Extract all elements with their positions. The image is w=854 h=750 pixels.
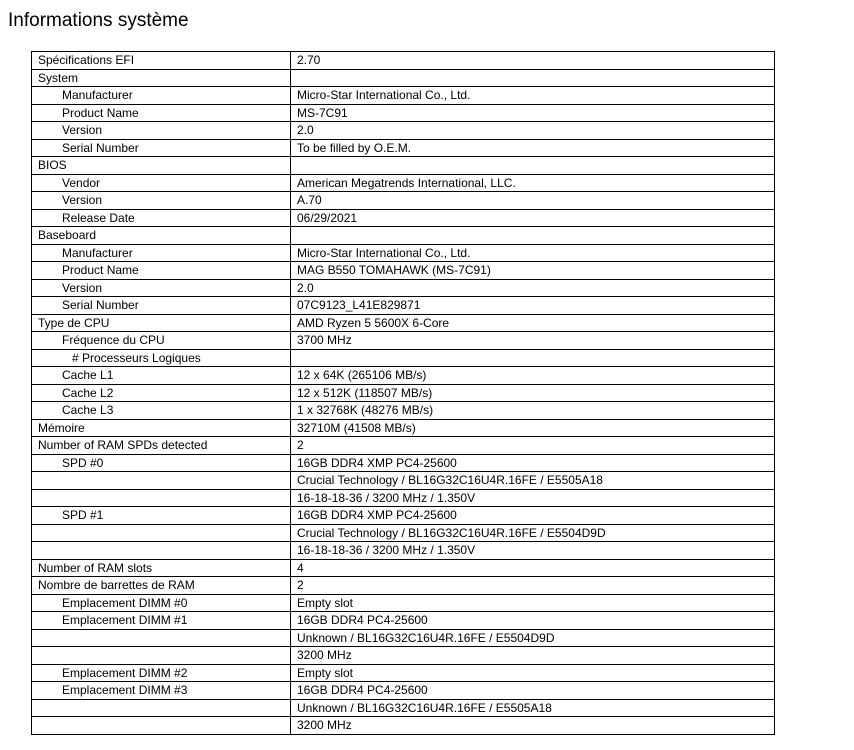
table-row <box>32 699 775 717</box>
table-row <box>32 227 775 245</box>
row-value: 16-18-18-36 / 3200 MHz / 1.350V <box>291 489 775 507</box>
row-value <box>291 157 775 175</box>
row-label: Manufacturer <box>32 244 291 262</box>
table-row <box>32 594 775 612</box>
row-value: 12 x 512K (118507 MB/s) <box>291 384 775 402</box>
system-info-table-body <box>32 52 775 735</box>
row-value: Micro-Star International Co., Ltd. <box>291 87 775 105</box>
row-value: 2.0 <box>291 122 775 140</box>
row-label: Manufacturer <box>32 87 291 105</box>
row-value: 4 <box>291 559 775 577</box>
row-value: Crucial Technology / BL16G32C16U4R.16FE / E5504D9D <box>291 524 775 542</box>
row-value: 3200 MHz <box>291 647 775 665</box>
row-label: Emplacement DIMM #3 <box>32 682 291 700</box>
row-label: Product Name <box>32 262 291 280</box>
table-row <box>32 472 775 490</box>
row-label: Mémoire <box>32 419 291 437</box>
table-row <box>32 559 775 577</box>
row-label: Fréquence du CPU <box>32 332 291 350</box>
row-value: 16GB DDR4 XMP PC4-25600 <box>291 454 775 472</box>
table-row <box>32 647 775 665</box>
row-label: Spécifications EFI <box>32 52 291 70</box>
row-value: A.70 <box>291 192 775 210</box>
row-value: 07C9123_L41E829871 <box>291 297 775 315</box>
row-label: SPD #1 <box>32 507 291 525</box>
table-row <box>32 192 775 210</box>
row-label: Emplacement DIMM #0 <box>32 594 291 612</box>
row-value: 16GB DDR4 PC4-25600 <box>291 682 775 700</box>
table-row <box>32 507 775 525</box>
row-label: Cache L2 <box>32 384 291 402</box>
table-row <box>32 629 775 647</box>
row-value: To be filled by O.E.M. <box>291 139 775 157</box>
row-label: Type de CPU <box>32 314 291 332</box>
row-value: 2 <box>291 437 775 455</box>
row-label: SPD #0 <box>32 454 291 472</box>
table-row <box>32 489 775 507</box>
row-label: Cache L3 <box>32 402 291 420</box>
row-label: Baseboard <box>32 227 291 245</box>
table-row <box>32 139 775 157</box>
row-label: Release Date <box>32 209 291 227</box>
row-label <box>32 542 291 560</box>
row-label <box>32 629 291 647</box>
table-row <box>32 349 775 367</box>
row-value: AMD Ryzen 5 5600X 6-Core <box>291 314 775 332</box>
row-label: Version <box>32 192 291 210</box>
table-row <box>32 297 775 315</box>
row-value: 06/29/2021 <box>291 209 775 227</box>
row-value: 1 x 32768K (48276 MB/s) <box>291 402 775 420</box>
table-row <box>32 577 775 595</box>
row-label <box>32 699 291 717</box>
row-value: Micro-Star International Co., Ltd. <box>291 244 775 262</box>
row-label: Serial Number <box>32 297 291 315</box>
row-value: Empty slot <box>291 594 775 612</box>
row-label: Serial Number <box>32 139 291 157</box>
table-row <box>32 69 775 87</box>
row-label: Emplacement DIMM #2 <box>32 664 291 682</box>
row-label: BIOS <box>32 157 291 175</box>
table-row <box>32 367 775 385</box>
table-row <box>32 717 775 735</box>
row-value: MAG B550 TOMAHAWK (MS-7C91) <box>291 262 775 280</box>
table-row <box>32 279 775 297</box>
row-label: System <box>32 69 291 87</box>
row-label: Product Name <box>32 104 291 122</box>
row-label: Version <box>32 279 291 297</box>
row-label: Number of RAM slots <box>32 559 291 577</box>
page-title: Informations système <box>8 10 189 31</box>
table-row <box>32 437 775 455</box>
row-value: 16-18-18-36 / 3200 MHz / 1.350V <box>291 542 775 560</box>
row-value: MS-7C91 <box>291 104 775 122</box>
row-label <box>32 489 291 507</box>
row-value: 2.70 <box>291 52 775 70</box>
row-value: 2 <box>291 577 775 595</box>
row-label: Nombre de barrettes de RAM <box>32 577 291 595</box>
table-row <box>32 174 775 192</box>
row-value: Crucial Technology / BL16G32C16U4R.16FE / E5505A18 <box>291 472 775 490</box>
system-info-table <box>31 51 775 735</box>
table-row <box>32 122 775 140</box>
row-value: 16GB DDR4 PC4-25600 <box>291 612 775 630</box>
row-label: # Processeurs Logiques <box>32 349 291 367</box>
row-value: 12 x 64K (265106 MB/s) <box>291 367 775 385</box>
table-row <box>32 87 775 105</box>
row-value: 16GB DDR4 XMP PC4-25600 <box>291 507 775 525</box>
row-label: Version <box>32 122 291 140</box>
table-row <box>32 612 775 630</box>
row-label: Cache L1 <box>32 367 291 385</box>
row-value: 32710M (41508 MB/s) <box>291 419 775 437</box>
row-value: 2.0 <box>291 279 775 297</box>
row-label <box>32 524 291 542</box>
table-row <box>32 419 775 437</box>
row-value: American Megatrends International, LLC. <box>291 174 775 192</box>
table-row <box>32 332 775 350</box>
table-row <box>32 542 775 560</box>
table-row <box>32 454 775 472</box>
table-row <box>32 384 775 402</box>
row-label <box>32 472 291 490</box>
table-row <box>32 314 775 332</box>
row-label: Emplacement DIMM #1 <box>32 612 291 630</box>
row-value: 3700 MHz <box>291 332 775 350</box>
table-row <box>32 524 775 542</box>
row-label <box>32 647 291 665</box>
table-row <box>32 157 775 175</box>
row-value <box>291 69 775 87</box>
row-value: Unknown / BL16G32C16U4R.16FE / E5504D9D <box>291 629 775 647</box>
row-value <box>291 349 775 367</box>
row-value: Unknown / BL16G32C16U4R.16FE / E5505A18 <box>291 699 775 717</box>
row-label: Vendor <box>32 174 291 192</box>
row-value <box>291 227 775 245</box>
row-label: Number of RAM SPDs detected <box>32 437 291 455</box>
row-label <box>32 717 291 735</box>
table-row <box>32 209 775 227</box>
table-row <box>32 664 775 682</box>
row-value: Empty slot <box>291 664 775 682</box>
row-value: 3200 MHz <box>291 717 775 735</box>
table-row <box>32 262 775 280</box>
table-row <box>32 402 775 420</box>
table-row <box>32 682 775 700</box>
table-row <box>32 244 775 262</box>
table-row <box>32 104 775 122</box>
table-row <box>32 52 775 70</box>
